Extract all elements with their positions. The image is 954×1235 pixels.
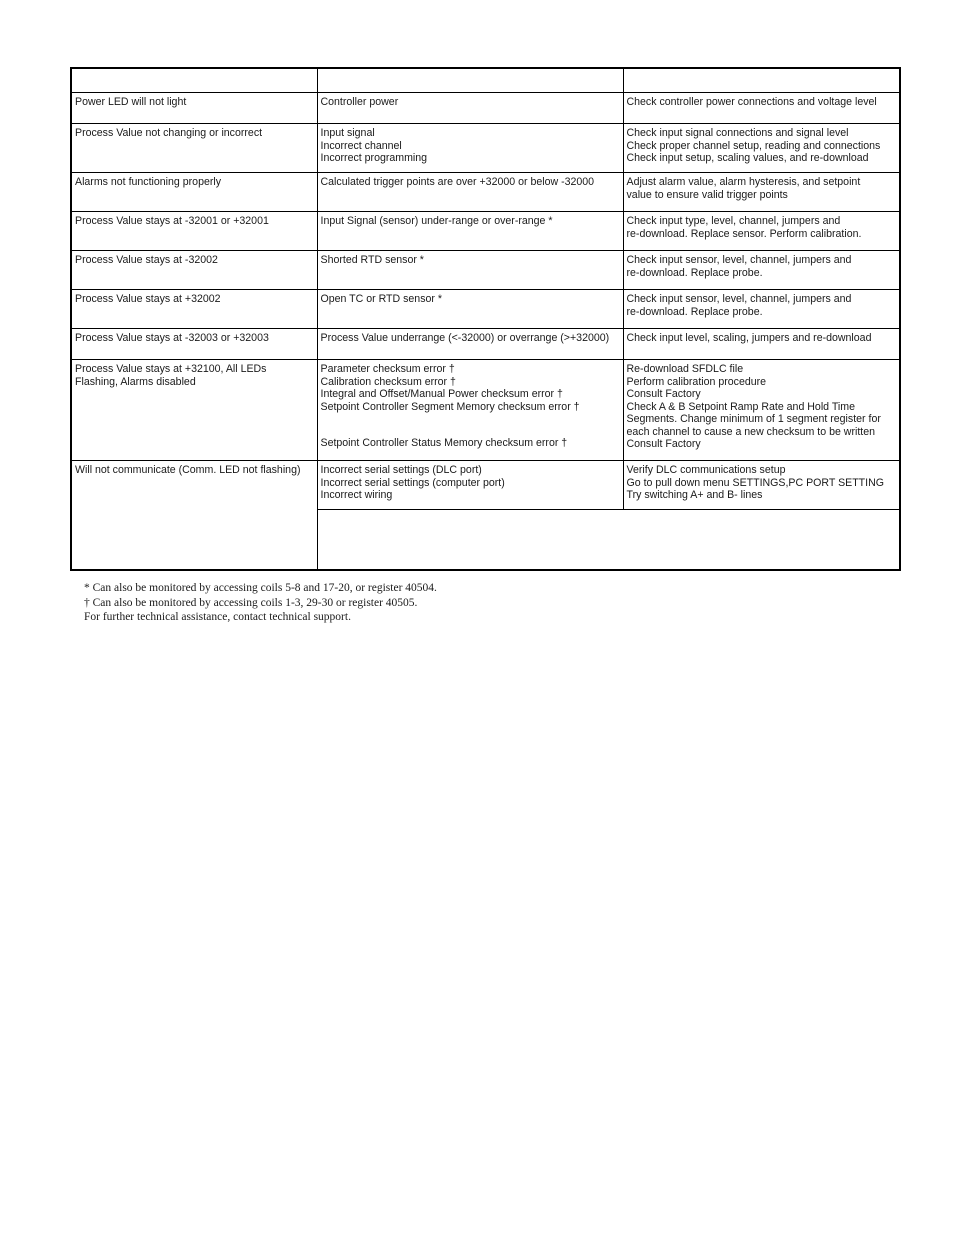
problem-cell: [71, 173, 317, 212]
cause-cell: [317, 329, 623, 360]
problem-cell: [71, 290, 317, 329]
action-text: Try switching A+ and B- lines: [626, 489, 763, 501]
header-cause: [317, 68, 623, 93]
troubleshooting-table: [70, 67, 901, 571]
action-text: value to ensure valid trigger points: [626, 188, 788, 201]
cause-text: Input signal: [320, 127, 375, 139]
table-row: [71, 360, 900, 461]
action-text: re-download. Replace probe.: [626, 266, 763, 279]
footnote-support: For further technical assistance, contact technical support.: [84, 611, 351, 623]
cause-text: Calibration checksum error †: [320, 375, 456, 388]
action-cell: [623, 93, 900, 124]
action-text: Check input level, scaling, jumpers and re-download: [626, 332, 872, 344]
cause-cell: [317, 173, 623, 212]
cause-cell: [317, 290, 623, 329]
table-row: [71, 173, 900, 212]
problem-text: Power LED will not light: [75, 96, 187, 108]
cause-cell: [317, 124, 623, 173]
cause-text: Incorrect serial settings (DLC port): [320, 464, 482, 476]
problem-cell: [71, 360, 317, 461]
cause-text: Incorrect wiring: [320, 489, 393, 501]
action-text: Check input setup, scaling values, and re-download: [626, 152, 869, 164]
footnote-dagger: † Can also be monitored by accessing coils 1-3, 29-30 or register 40505.: [84, 596, 418, 609]
action-text: each channel to cause a new checksum to be written: [626, 425, 876, 438]
action-text: Verify DLC communications setup: [626, 464, 786, 476]
cause-text: Incorrect channel: [320, 139, 402, 152]
table-header-row: [71, 68, 900, 93]
problem-cell: [71, 212, 317, 251]
action-text: Segments. Change minimum of 1 segment register for: [626, 413, 881, 425]
cause-text: Incorrect serial settings (computer port): [320, 476, 505, 489]
problem-text: Alarms not functioning properly: [75, 176, 222, 188]
action-cell: [623, 124, 900, 173]
cause-text: Integral and Offset/Manual Power checksum error †: [320, 388, 563, 400]
problem-cell: [71, 251, 317, 290]
problem-cell: [71, 461, 317, 571]
cause-text: Open TC or RTD sensor *: [320, 293, 442, 305]
action-text: Check controller power connections and voltage level: [626, 96, 877, 108]
cause-text: Controller power: [320, 96, 399, 108]
table-row: [71, 290, 900, 329]
action-text: Check proper channel setup, reading and connections: [626, 139, 881, 152]
table-row: [71, 461, 900, 510]
action-text: Consult Factory: [626, 388, 701, 400]
action-text: Check input signal connections and signal level: [626, 127, 849, 139]
problem-cell: [71, 329, 317, 360]
table-row: [71, 93, 900, 124]
action-cell: [623, 173, 900, 212]
problem-text: Process Value stays at +32002: [75, 293, 221, 305]
problem-text: Process Value stays at -32003 or +32003: [75, 332, 269, 344]
cause-text: Parameter checksum error †: [320, 363, 455, 375]
problem-text: Process Value stays at -32002: [75, 254, 218, 266]
problem-text: Flashing, Alarms disabled: [75, 375, 196, 388]
problem-text: Process Value stays at -32001 or +32001: [75, 215, 269, 227]
cause-text: Setpoint Controller Segment Memory checksum error †: [320, 400, 580, 413]
cause-spacer: [321, 413, 620, 437]
action-text: Check input type, level, channel, jumpers and: [626, 215, 841, 227]
header-problem: [71, 68, 317, 93]
cause-text: Input Signal (sensor) under-range or over-range *: [320, 215, 553, 227]
header-action: [623, 68, 900, 93]
table-row: [71, 251, 900, 290]
cause-text: Shorted RTD sensor *: [320, 254, 424, 266]
action-text: Perform calibration procedure: [626, 375, 767, 388]
action-text: Check A & B Setpoint Ramp Rate and Hold Time: [626, 400, 855, 413]
action-cell: [623, 329, 900, 360]
table-row: [71, 212, 900, 251]
blank-cell: [317, 510, 900, 571]
table-row: [71, 329, 900, 360]
action-cell: [623, 461, 900, 510]
problem-cell: [71, 124, 317, 173]
action-text: Adjust alarm value, alarm hysteresis, and setpoint: [626, 176, 861, 188]
action-text: re-download. Replace probe.: [626, 305, 763, 318]
action-text: Go to pull down menu SETTINGS,PC PORT SETTING: [626, 476, 884, 489]
problem-text: Process Value not changing or incorrect: [75, 127, 263, 139]
cause-cell: [317, 93, 623, 124]
cause-cell: [317, 461, 623, 510]
cause-cell: [317, 212, 623, 251]
cause-text: Calculated trigger points are over +32000 or below -32000: [320, 176, 595, 188]
action-text: Check input sensor, level, channel, jumpers and: [626, 254, 852, 266]
action-text: Re-download SFDLC file: [626, 363, 744, 375]
cause-text: Setpoint Controller Status Memory checksum error †: [320, 437, 568, 449]
cause-cell: [317, 360, 623, 461]
table-row: [71, 124, 900, 173]
action-cell: [623, 290, 900, 329]
problem-text: Process Value stays at +32100, All LEDs: [75, 363, 267, 375]
action-text: re-download. Replace sensor. Perform calibration.: [626, 227, 862, 240]
footnote-asterisk: * Can also be monitored by accessing coils 5-8 and 17-20, or register 40504.: [84, 582, 437, 594]
action-text: Consult Factory: [626, 438, 701, 450]
action-cell: [623, 251, 900, 290]
cause-text: Incorrect programming: [320, 152, 428, 164]
problem-text: Will not communicate (Comm. LED not flashing): [75, 464, 301, 476]
cause-cell: [317, 251, 623, 290]
cause-text: Process Value underrange (<-32000) or overrange (>+32000): [320, 332, 610, 344]
footnotes: [84, 581, 437, 625]
problem-cell: [71, 93, 317, 124]
action-cell: [623, 212, 900, 251]
action-text: Check input sensor, level, channel, jumpers and: [626, 293, 852, 305]
action-cell: [623, 360, 900, 461]
